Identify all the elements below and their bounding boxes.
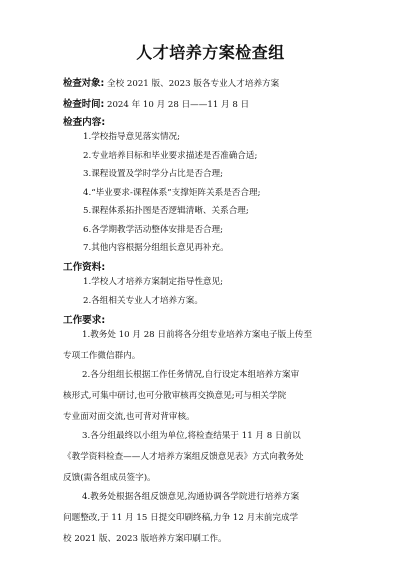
inspection-object: [63, 78, 358, 90]
content-heading: 检查内容:: [63, 117, 106, 128]
materials-heading: 工作资料:: [63, 262, 106, 273]
list-item: 7.其他内容根据分组组长意见再补充。: [83, 243, 229, 253]
inspection-time: [63, 99, 358, 111]
list-item: 2.专业培养目标和毕业要求描述是否准确合适;: [83, 150, 258, 161]
paragraph-line: 4.教务处根据各组反馈意见,沟通协调各学院进行培养方案: [82, 491, 300, 502]
inspection-object-value: 全校 2021 版、2023 版各专业人才培养方案: [106, 79, 280, 89]
paragraph-line: 校 2021 版、2023 版培养方案印刷工作。: [63, 533, 227, 544]
content-list: [63, 132, 358, 254]
list-item: 4.“毕业要求-课程体系”支撑矩阵关系是否合理;: [83, 187, 261, 198]
list-item: 1.学校人才培养方案制定指导性意见;: [83, 277, 224, 287]
inspection-time-value: 2024 年 10 月 28 日——11 月 8 日: [106, 100, 250, 110]
paragraph-line: 核形式,可集中研讨,也可分散审核再交换意见;可与相关学院: [63, 390, 287, 401]
paragraph-line: 专业面对面交流,也可背对背审核。: [63, 411, 195, 422]
document-title: 人才培养方案检查组: [136, 43, 285, 62]
list-item: 1.学校指导意见落实情况;: [83, 132, 181, 142]
requirement-paragraph: [63, 330, 358, 362]
paragraph-line: 专项工作微信群内。: [63, 350, 141, 361]
paragraph-line: 反馈(需各组成员签字)。: [63, 472, 156, 483]
requirements-heading: 工作要求:: [63, 314, 106, 326]
materials-list: [63, 277, 358, 307]
list-item: 3.课程设置及学时学分占比是否合理;: [83, 169, 224, 179]
requirement-paragraph: [63, 370, 358, 423]
paragraph-line: 1.教务处 10 月 28 日前将各分组专业培养方案电子版上传至: [82, 329, 313, 340]
list-item: 2.各组相关专业人才培养方案。: [83, 295, 203, 306]
paragraph-line: 问题整改,于 11 月 15 日提交印刷终稿,力争 12 月末前完成学: [63, 512, 299, 523]
list-item: 5.课程体系拓扑图是否逻辑清晰、关系合理;: [83, 206, 249, 216]
requirement-paragraph: [63, 431, 358, 484]
inspection-time-label: 检查时间:: [63, 99, 105, 110]
paragraph-line: 3.各分组最终以小组为单位,将检查结果于 11 月 8 日前以: [82, 430, 301, 441]
paragraph-line: 2.各分组组长根据工作任务情况,自行设定本组培养方案审: [82, 369, 300, 380]
requirement-paragraph: [63, 492, 358, 545]
inspection-object-label: 检查对象:: [63, 78, 105, 89]
paragraph-line: 《教学资料检查——人才培养方案组反馈意见表》方式向教务处: [63, 451, 304, 462]
list-item: 6.各学期教学活动整体安排是否合理;: [83, 224, 224, 235]
